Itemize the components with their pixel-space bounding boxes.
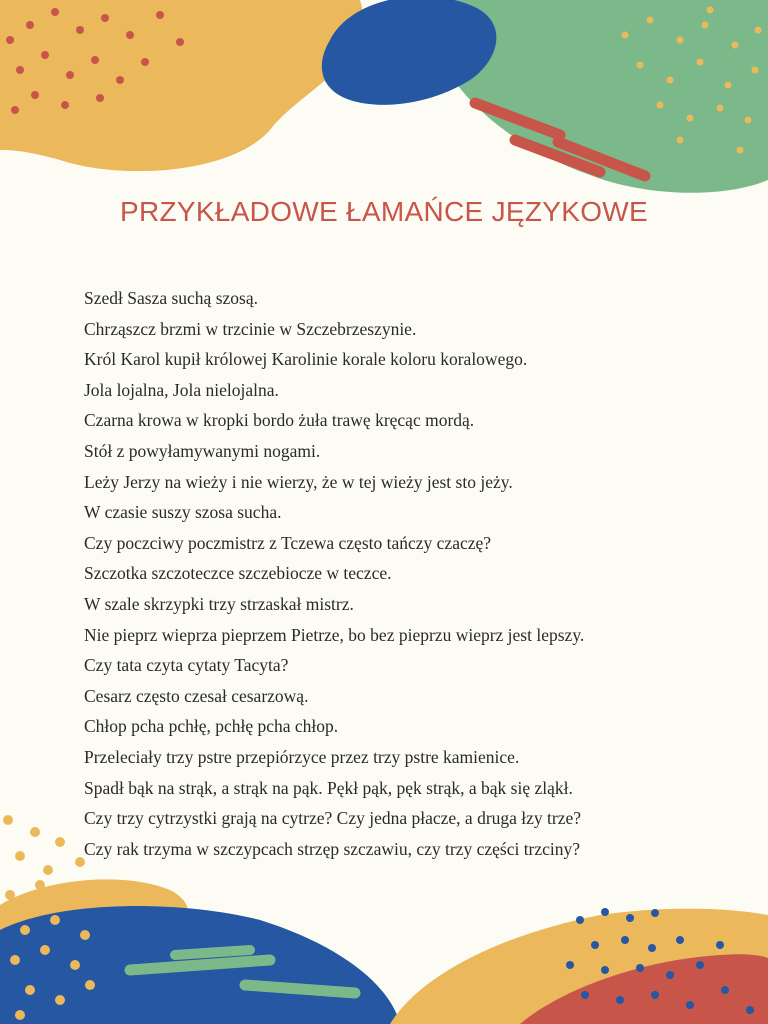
yellow-blob-top-left <box>0 0 363 171</box>
list-item: Stół z powyłamywanymi nogami. <box>84 440 321 461</box>
list-item: Czy tata czyta cytaty Tacyta? <box>84 655 289 676</box>
green-stroke-2 <box>175 950 250 955</box>
list-item: Leży Jerzy na wieży i nie wierzy, że w tej wieży jest sto jeży. <box>84 471 513 492</box>
list-item: Przeleciały trzy pstre przepiórzyce przez trzy pstre kamienice. <box>84 746 520 767</box>
list-item: W szale skrzypki trzy strzaskał mistrz. <box>84 593 354 614</box>
page-title: PRZYKŁADOWE ŁAMAŃCE JĘZYKOWE <box>119 196 649 227</box>
list-item: W czasie suszy szosa sucha. <box>84 502 282 523</box>
list-item: Cesarz często czesał cesarzową. <box>84 685 309 706</box>
list-item: Chrząszcz brzmi w trzcinie w Szczebrzeszynie. <box>84 318 417 339</box>
list-item: Nie pieprz wieprza pieprzem Pietrze, bo bez pieprzu wieprz jest lepszy. <box>84 624 585 645</box>
list-item: Spadł bąk na strąk, a strąk na pąk. Pękł pąk, pęk strąk, a bąk się zląkł. <box>84 777 573 798</box>
tongue-twister-list <box>84 283 724 864</box>
list-item: Jola lojalna, Jola nielojalna. <box>84 379 279 400</box>
list-item: Król Karol kupił królowej Karolinie korale koloru koralowego. <box>84 349 528 370</box>
list-item: Chłop pcha pchłę, pchłę pcha chłop. <box>84 716 339 737</box>
list-item: Czy rak trzyma w szczypcach strzęp szczawiu, czy trzy części trzciny? <box>84 838 581 859</box>
list-item: Czy trzy cytrzystki grają na cytrze? Czy jedna płacze, a druga łzy trze? <box>84 808 582 829</box>
list-item: Szczotka szczoteczce szczebiocze w teczce. <box>84 563 392 584</box>
list-item: Czarna krowa w kropki bordo żuła trawę kręcąc mordą. <box>84 410 475 431</box>
list-item: Szedł Sasza suchą szosą. <box>84 288 258 308</box>
list-item: Czy poczciwy poczmistrz z Tczewa często tańczy czaczę? <box>84 532 492 553</box>
